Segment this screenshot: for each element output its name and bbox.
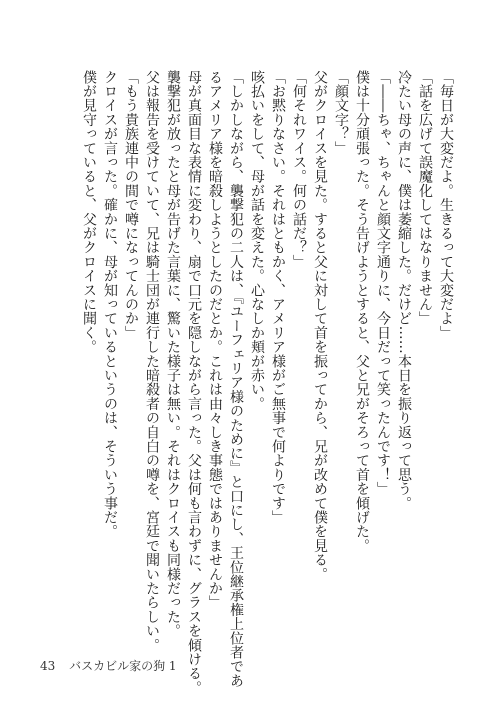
page-number: 43	[40, 659, 56, 673]
text-line: 母が真面目な表情に変わり、扇で口元を隠しながら言った。父は何も言わずに、グラスを傾ける。	[186, 70, 202, 695]
text-line: 僕が見守っていると、父がクロイスに聞く。	[81, 70, 97, 354]
text-line: 冷たい母の声に、僕は萎縮した。だけど……本日を振り返って思う。	[396, 70, 412, 511]
text-line: 襲撃犯が放ったと母が告げた言葉に、驚いた様子は無い。それはクロイスも同様だった。	[165, 70, 181, 638]
text-line: 「何それワイス。何の話だ？」	[291, 70, 307, 269]
text-line: 「顔文字？」	[333, 70, 349, 156]
text-line: 「しかしながら、襲撃犯の二人は、『ユーフェリア様のために』と口にし、王位継承権上位者であ	[228, 70, 244, 688]
text-line: 咳払いをして、母が話を変えた。心なしか頬が赤い。	[249, 70, 265, 411]
text-line: クロイスが言った。確かに、母が知っているというのは、そういう事だ。	[102, 70, 118, 539]
book-title: バスカビル家の狗 1	[69, 659, 177, 673]
text-line: 「――ちゃ、ちゃんと顔文字通りに、今日だって笑ったんです！」	[375, 70, 391, 496]
text-line: 父は報告を受けていて、兄は騎士団が連行した暗殺者の自白の噂を、宮廷で聞いたらしい。	[144, 70, 160, 653]
text-line: 「話を広げて誤魔化してはなりません」	[417, 70, 433, 326]
text-line: 「もう貴族連中の間で噂になってんのか」	[123, 70, 139, 340]
text-line: 「毎日が大変だよ。生きるって大変だよ」	[438, 70, 454, 340]
text-line: 父がクロイスを見た。すると父に対して首を振ってから、兄が改めて僕を見る。	[312, 70, 328, 582]
text-line: 「お黙りなさい。それはともかく、アメリア様がご無事で何よりです」	[270, 70, 286, 525]
text-line: 僕は十分頑張った。そう告げようとすると、父と兄がそろって首を傾げた。	[354, 70, 370, 553]
text-line: るアメリア様を暗殺しようとしたのだとか。これは由々しき事態ではありませんか」	[207, 70, 223, 610]
page-footer	[40, 657, 187, 674]
